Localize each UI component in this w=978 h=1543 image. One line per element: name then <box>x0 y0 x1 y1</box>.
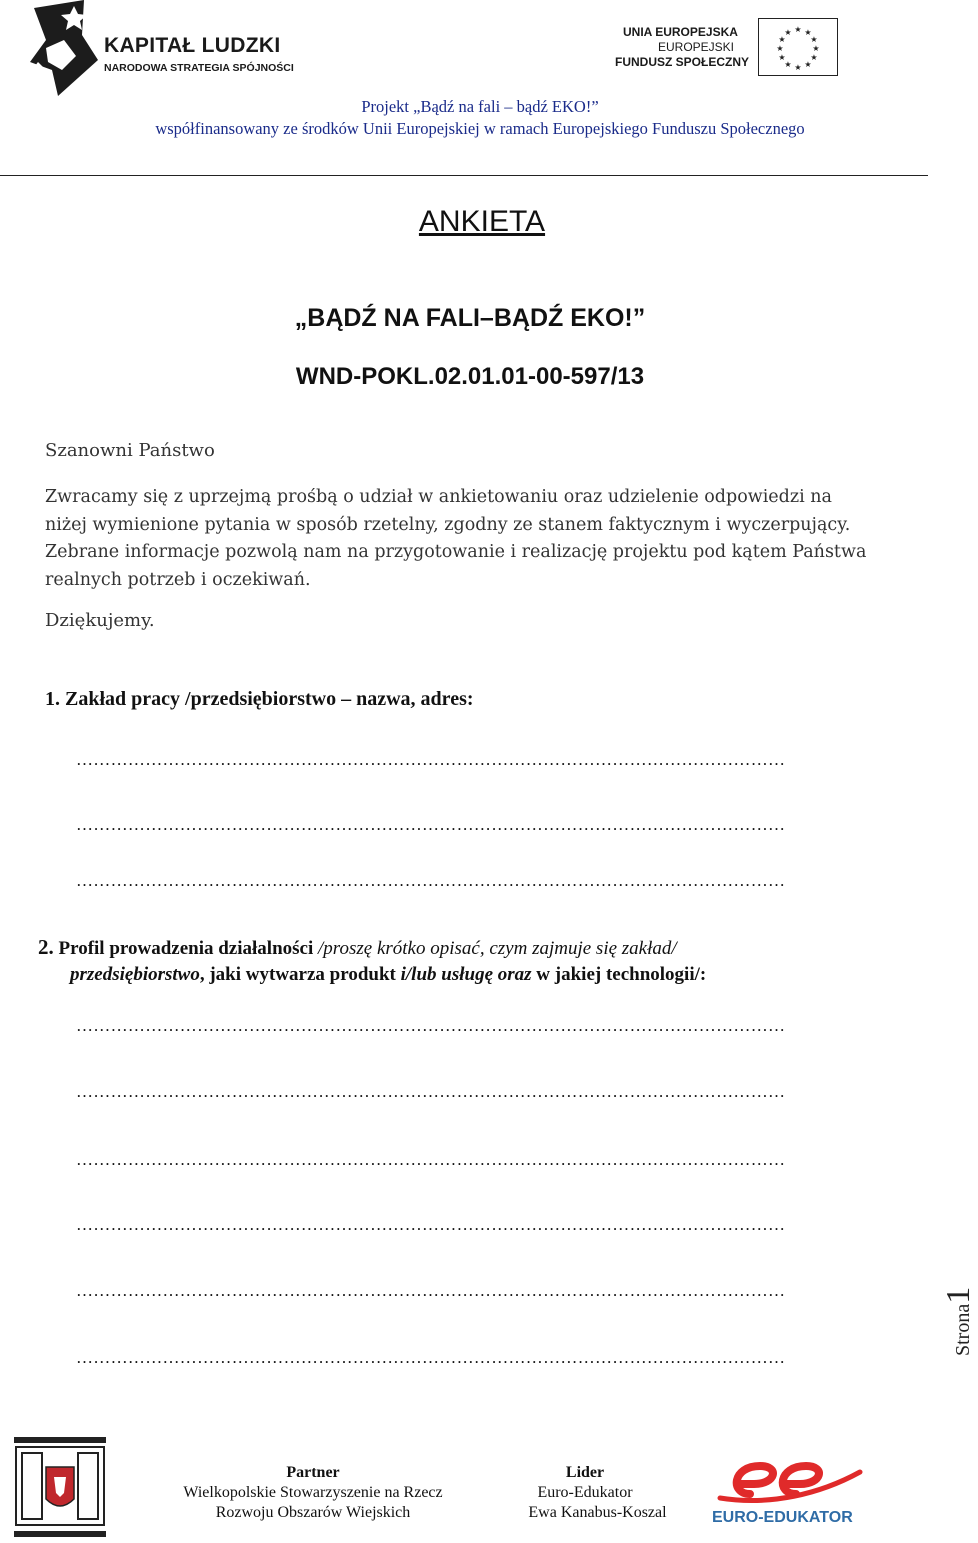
svg-text:★: ★ <box>804 28 812 37</box>
ue-line3: FUNDUSZ SPOŁECZNY <box>615 55 750 69</box>
eu-flag-icon <box>758 18 838 76</box>
ue-line1: UNIA EUROPEJSKA <box>623 25 738 39</box>
answer-line-q2[interactable]: …………………………………………………………………………………………………………… <box>76 1348 786 1367</box>
q2-number: 2. <box>38 935 54 959</box>
intro-paragraph <box>45 484 907 594</box>
partner-label: Partner <box>286 1464 340 1481</box>
question-1-label: 1. Zakład pracy /przedsiębiorstwo – nazwa, adres: <box>45 688 474 710</box>
intro-line: niżej wymienione pytania w sposób rzetelny, zgodny ze stanem faktycznym i wyczerpujący. <box>45 514 851 535</box>
q2-bold-italic: i/lub usługę oraz <box>400 964 532 985</box>
svg-text:★: ★ <box>778 53 786 62</box>
page-number <box>938 1268 977 1358</box>
intro-line: realnych potrzeb i oczekiwań. <box>45 569 311 590</box>
kl-subtitle: NARODOWA STRATEGIA SPÓJNOŚCI <box>104 62 294 74</box>
svg-text:★: ★ <box>812 44 820 53</box>
svg-text:★: ★ <box>810 53 818 62</box>
question-2-label <box>38 934 918 988</box>
project-subtitle: „BĄDŹ NA FALI–BĄDŹ EKO!” <box>294 304 646 332</box>
greeting: Szanowni Państwo <box>45 440 215 461</box>
page-label: Strona <box>952 1303 974 1356</box>
svg-text:★: ★ <box>776 44 784 53</box>
answer-line-q1[interactable]: …………………………………………………………………………………………………………… <box>76 750 786 769</box>
project-name: Projekt „Bądź na fali – bądź EKO!” <box>361 97 599 116</box>
thanks-text: Dziękujemy. <box>45 610 155 631</box>
q2-bold-italic: przedsiębiorstwo <box>70 964 200 985</box>
svg-text:★: ★ <box>794 25 802 34</box>
answer-line-q1[interactable]: …………………………………………………………………………………………………………… <box>76 815 786 834</box>
answer-line-q2[interactable]: …………………………………………………………………………………………………………… <box>76 1016 786 1035</box>
answer-line-q2[interactable]: …………………………………………………………………………………………………………… <box>76 1281 786 1300</box>
euro-edukator-logo-text: EURO-EDUKATOR <box>712 1509 853 1526</box>
answer-line-q2[interactable]: …………………………………………………………………………………………………………… <box>76 1150 786 1169</box>
kl-title: KAPITAŁ LUDZKI <box>104 34 281 57</box>
answer-line-q1[interactable]: …………………………………………………………………………………………………………… <box>76 871 786 890</box>
header-divider <box>0 175 928 176</box>
svg-text:★: ★ <box>784 28 792 37</box>
lider-name-line: Ewa Kanabus-Koszal <box>528 1504 667 1521</box>
lider-name-line: Euro-Edukator <box>537 1484 633 1501</box>
q2-italic: /proszę krótko opisać, czym zajmuje się zakład/ <box>318 938 677 959</box>
q2-bold: w jakiej technologii/: <box>531 964 707 985</box>
page-title: ANKIETA <box>418 205 546 238</box>
cofinance-note: współfinansowany ze środków Unii Europejskiej w ramach Europejskiego Funduszu Społecznego <box>155 119 805 138</box>
partner-emblem-logo <box>14 1437 106 1537</box>
ue-line2: EUROPEJSKI <box>658 40 735 54</box>
project-code: WND-POKL.02.01.01-00-597/13 <box>295 363 645 390</box>
svg-text:★: ★ <box>794 63 802 72</box>
svg-text:★: ★ <box>810 35 818 44</box>
svg-text:★: ★ <box>804 60 812 69</box>
q2-bold: , jaki wytwarza produkt <box>199 964 401 985</box>
q2-bold: Profil prowadzenia działalności <box>53 938 318 959</box>
page-number-value: 1 <box>940 1286 977 1304</box>
answer-line-q2[interactable]: …………………………………………………………………………………………………………… <box>76 1082 786 1101</box>
partner-name-line: Rozwoju Obszarów Wiejskich <box>215 1504 411 1521</box>
svg-text:★: ★ <box>778 35 786 44</box>
svg-text:★: ★ <box>784 60 792 69</box>
answer-line-q2[interactable]: …………………………………………………………………………………………………………… <box>76 1215 786 1234</box>
lider-label: Lider <box>565 1464 605 1481</box>
intro-line: Zwracamy się z uprzejmą prośbą o udział w ankietowaniu oraz udzielenie odpowiedzi na <box>45 487 832 507</box>
intro-line: Zebrane informacje pozwolą nam na przygotowanie i realizację projektu pod kątem Państwa <box>45 542 867 562</box>
partner-name-line: Wielkopolskie Stowarzyszenie na Rzecz <box>183 1484 443 1501</box>
